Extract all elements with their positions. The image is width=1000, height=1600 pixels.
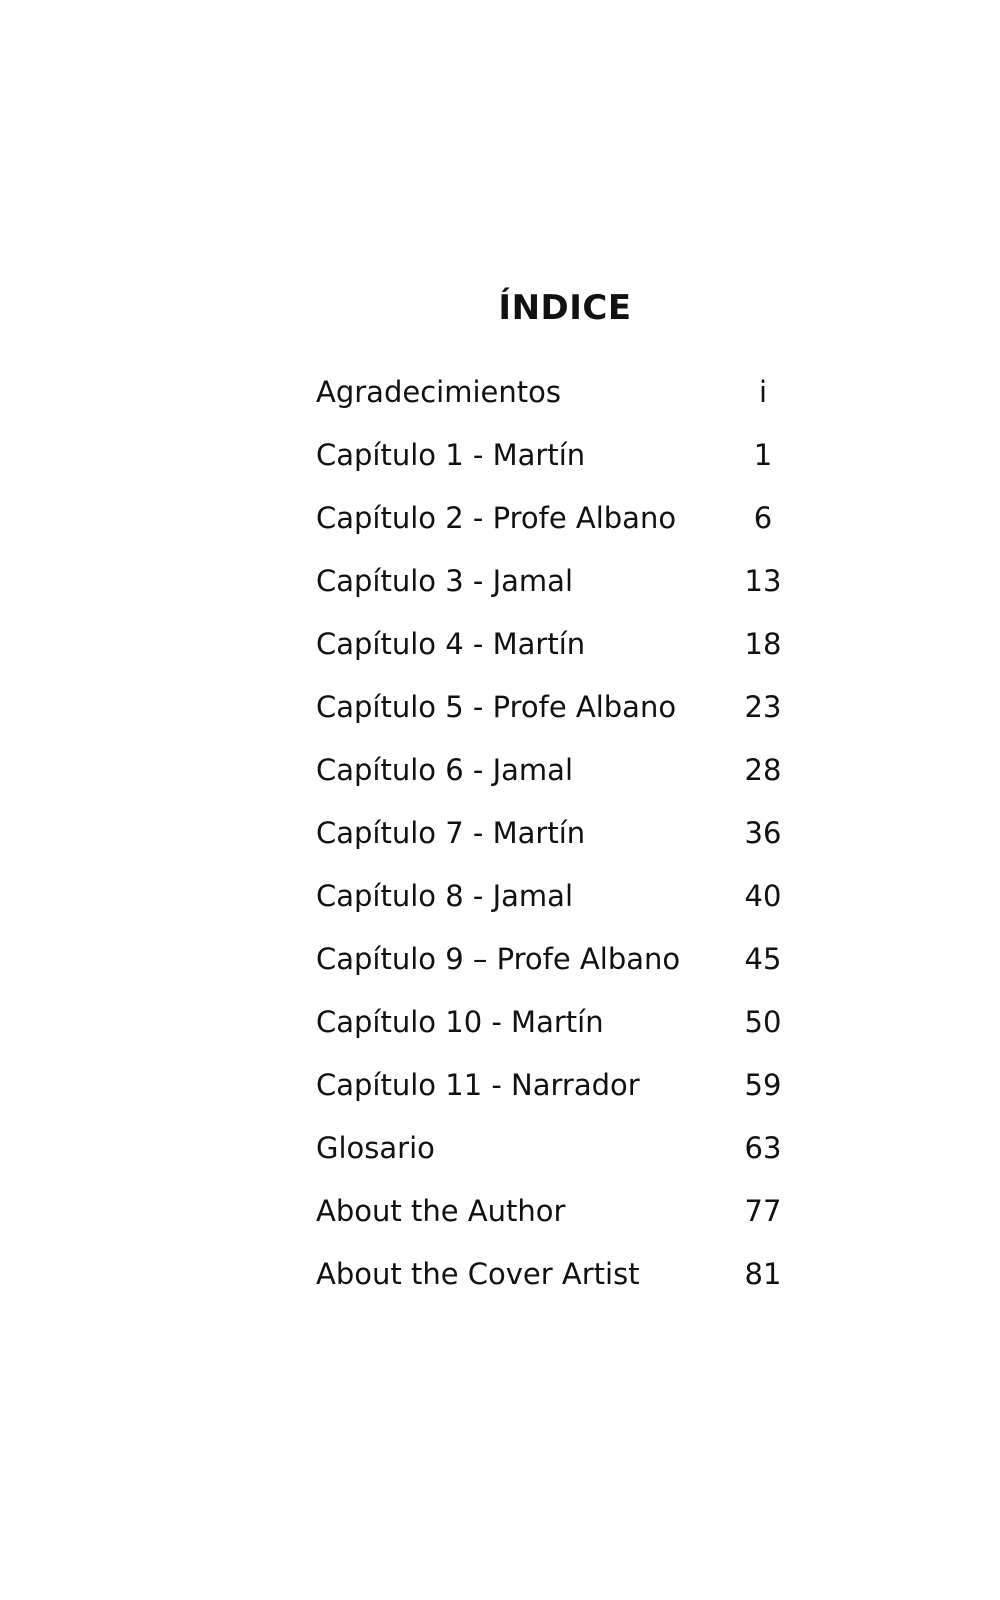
- toc-entry: [316, 563, 816, 626]
- toc-entry-page: 40: [744, 879, 782, 913]
- toc-entry-label: Capítulo 8 - Jamal: [316, 879, 574, 913]
- toc-entry: [316, 878, 816, 941]
- toc-entry: [316, 1193, 816, 1256]
- toc-entry: [316, 500, 816, 563]
- toc-entry-label: Capítulo 7 - Martín: [316, 816, 586, 850]
- toc-entry-label: Capítulo 3 - Jamal: [316, 564, 574, 598]
- toc-entry-label: Capítulo 1 - Martín: [316, 438, 586, 472]
- toc-entry-page: 45: [744, 942, 782, 976]
- toc-entry-page: 18: [744, 627, 782, 661]
- toc-entry-label: About the Cover Artist: [316, 1257, 640, 1291]
- toc-entry-page: 36: [744, 816, 782, 850]
- toc-entry-page: 59: [744, 1068, 782, 1102]
- toc-entry: [316, 374, 816, 437]
- page-title: ÍNDICE: [498, 288, 632, 328]
- toc-entry: [316, 1067, 816, 1130]
- toc-entry-label: Capítulo 4 - Martín: [316, 627, 586, 661]
- toc-entry: [316, 815, 816, 878]
- toc-entry-label: Agradecimientos: [316, 375, 561, 409]
- toc-entry: [316, 752, 816, 815]
- toc-entry-page: 77: [744, 1194, 782, 1228]
- toc-entry: [316, 941, 816, 1004]
- toc-entry: [316, 1004, 816, 1067]
- toc-entry-page: 23: [744, 690, 782, 724]
- toc-entry: [316, 626, 816, 689]
- toc-entry: [316, 437, 816, 500]
- toc-entry: [316, 1256, 816, 1319]
- toc-entry-page: 13: [744, 564, 782, 598]
- toc-entry: [316, 689, 816, 752]
- table-of-contents: [316, 374, 816, 1319]
- toc-entry-page: 6: [753, 501, 773, 535]
- toc-entry-page: 28: [744, 753, 782, 787]
- toc-entry-page: 81: [744, 1257, 782, 1291]
- toc-entry-page: 1: [753, 438, 773, 472]
- toc-entry-page: i: [758, 375, 768, 409]
- toc-entry-page: 63: [744, 1131, 782, 1165]
- toc-entry-page: 50: [744, 1005, 782, 1039]
- toc-entry-label: About the Author: [316, 1194, 566, 1228]
- toc-entry-label: Capítulo 6 - Jamal: [316, 753, 574, 787]
- toc-entry-label: Capítulo 10 - Martín: [316, 1005, 604, 1039]
- toc-entry: [316, 1130, 816, 1193]
- toc-entry-label: Capítulo 9 – Profe Albano: [316, 942, 681, 976]
- toc-entry-label: Capítulo 5 - Profe Albano: [316, 690, 677, 724]
- toc-entry-label: Capítulo 11 - Narrador: [316, 1068, 640, 1102]
- toc-entry-label: Capítulo 2 - Profe Albano: [316, 501, 677, 535]
- toc-entry-label: Glosario: [316, 1131, 435, 1165]
